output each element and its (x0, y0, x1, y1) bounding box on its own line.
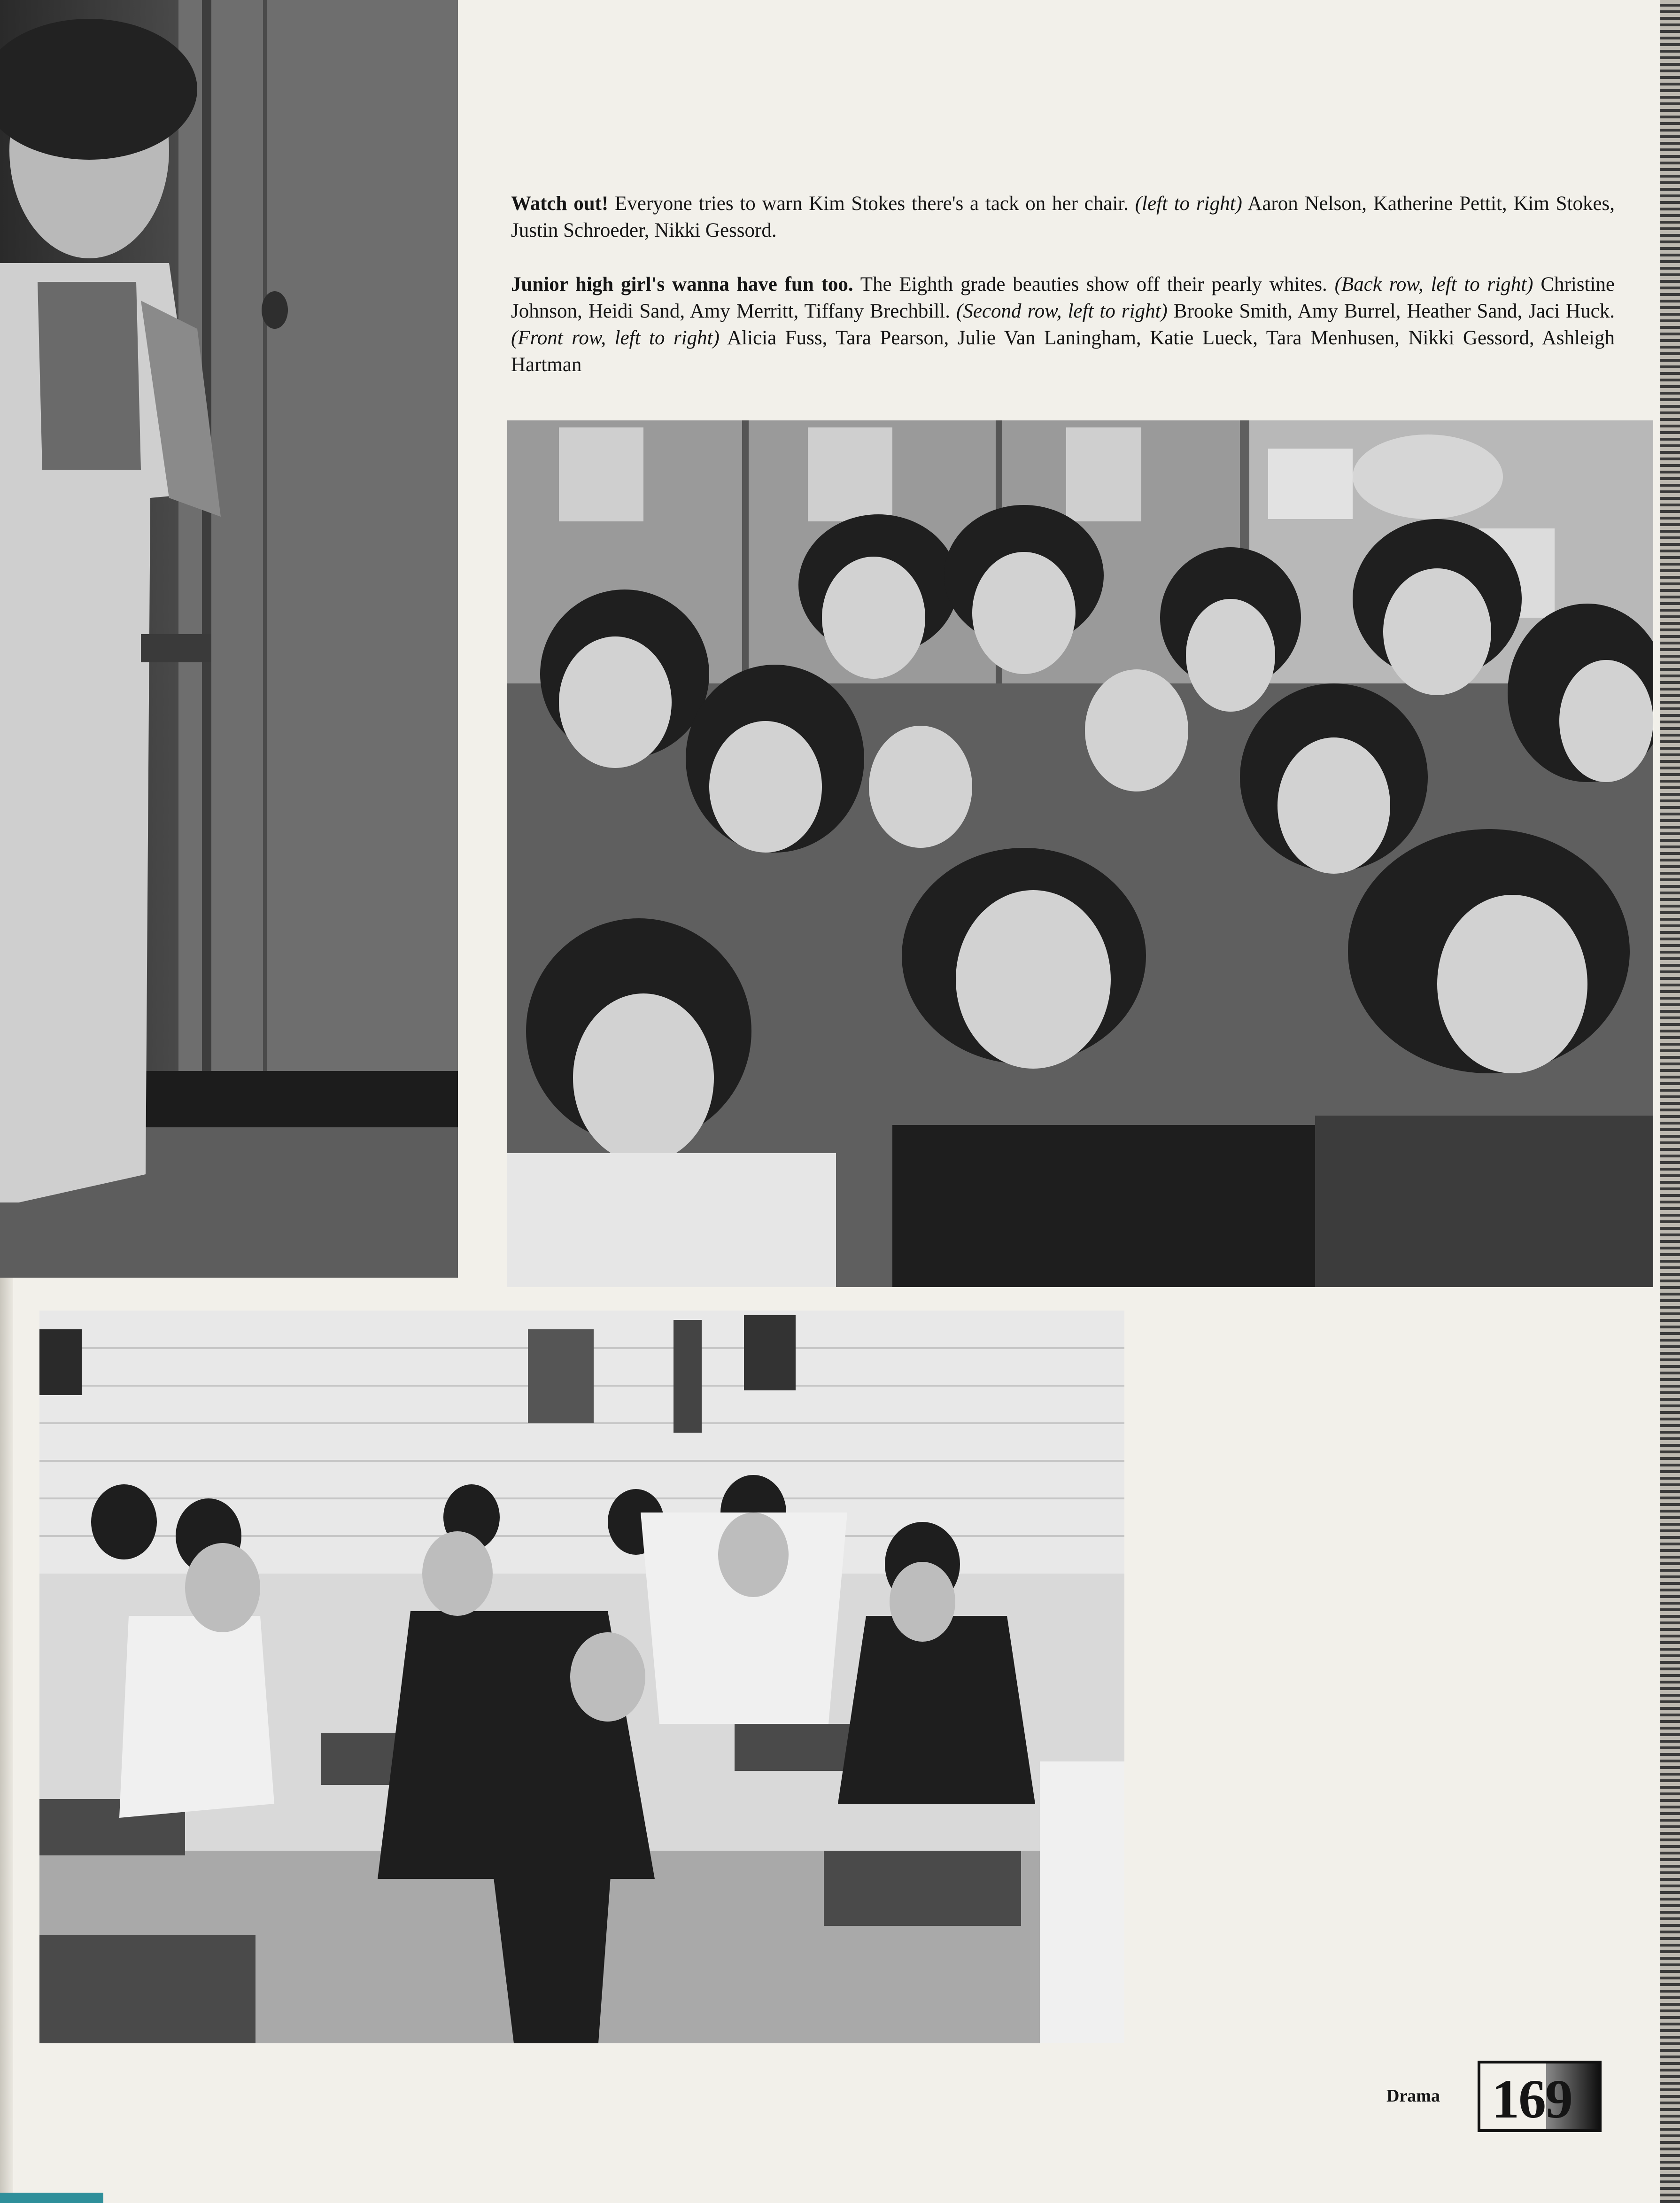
photo-eighth-grade-girls (507, 420, 1653, 1287)
caption-front-row-names: Alicia Fuss, Tara Pearson, Julie Van Laningham, Katie Lueck, Tara Menhusen, Nikki Gessord, Ashleigh Hartman (511, 327, 1615, 376)
caption-back-row-label: (Back row, left to right) (1334, 273, 1533, 295)
caption-text: Everyone tries to warn Kim Stokes there's a tack on her chair. (608, 193, 1135, 215)
caption-text: The Eighth grade beauties show off their pearly whites. (853, 273, 1335, 295)
caption-watch-out (511, 190, 1615, 244)
caption-second-row-label: (Second row, left to right) (956, 300, 1168, 322)
caption-block (511, 190, 1615, 405)
scan-edge-strip (0, 2193, 103, 2203)
caption-junior-high (511, 271, 1615, 378)
caption-names: Aaron Nelson, Katherine Pettit, Kim Stokes, Justin Schroeder, Nikki Gessord. (511, 193, 1615, 241)
page-number: 169 (1492, 2068, 1572, 2130)
page-edge (1660, 0, 1680, 2203)
caption-direction: (left to right) (1135, 193, 1242, 215)
caption-back-row-names: Christine Johnson, Heidi Sand, Amy Merritt, Tiffany Brechbill. (511, 273, 1615, 322)
caption-front-row-label: (Front row, left to right) (511, 327, 720, 349)
photo-student-by-lockers (0, 0, 458, 1278)
photo-classroom (39, 1311, 1124, 2043)
caption-headline: Watch out! (511, 193, 609, 215)
section-label: Drama (1386, 2086, 1440, 2106)
caption-second-row-names: Brooke Smith, Amy Burrel, Heather Sand, Jaci Huck. (1167, 300, 1615, 322)
page-number-box (1478, 2061, 1602, 2132)
caption-headline: Junior high girl's wanna have fun too. (511, 273, 853, 295)
